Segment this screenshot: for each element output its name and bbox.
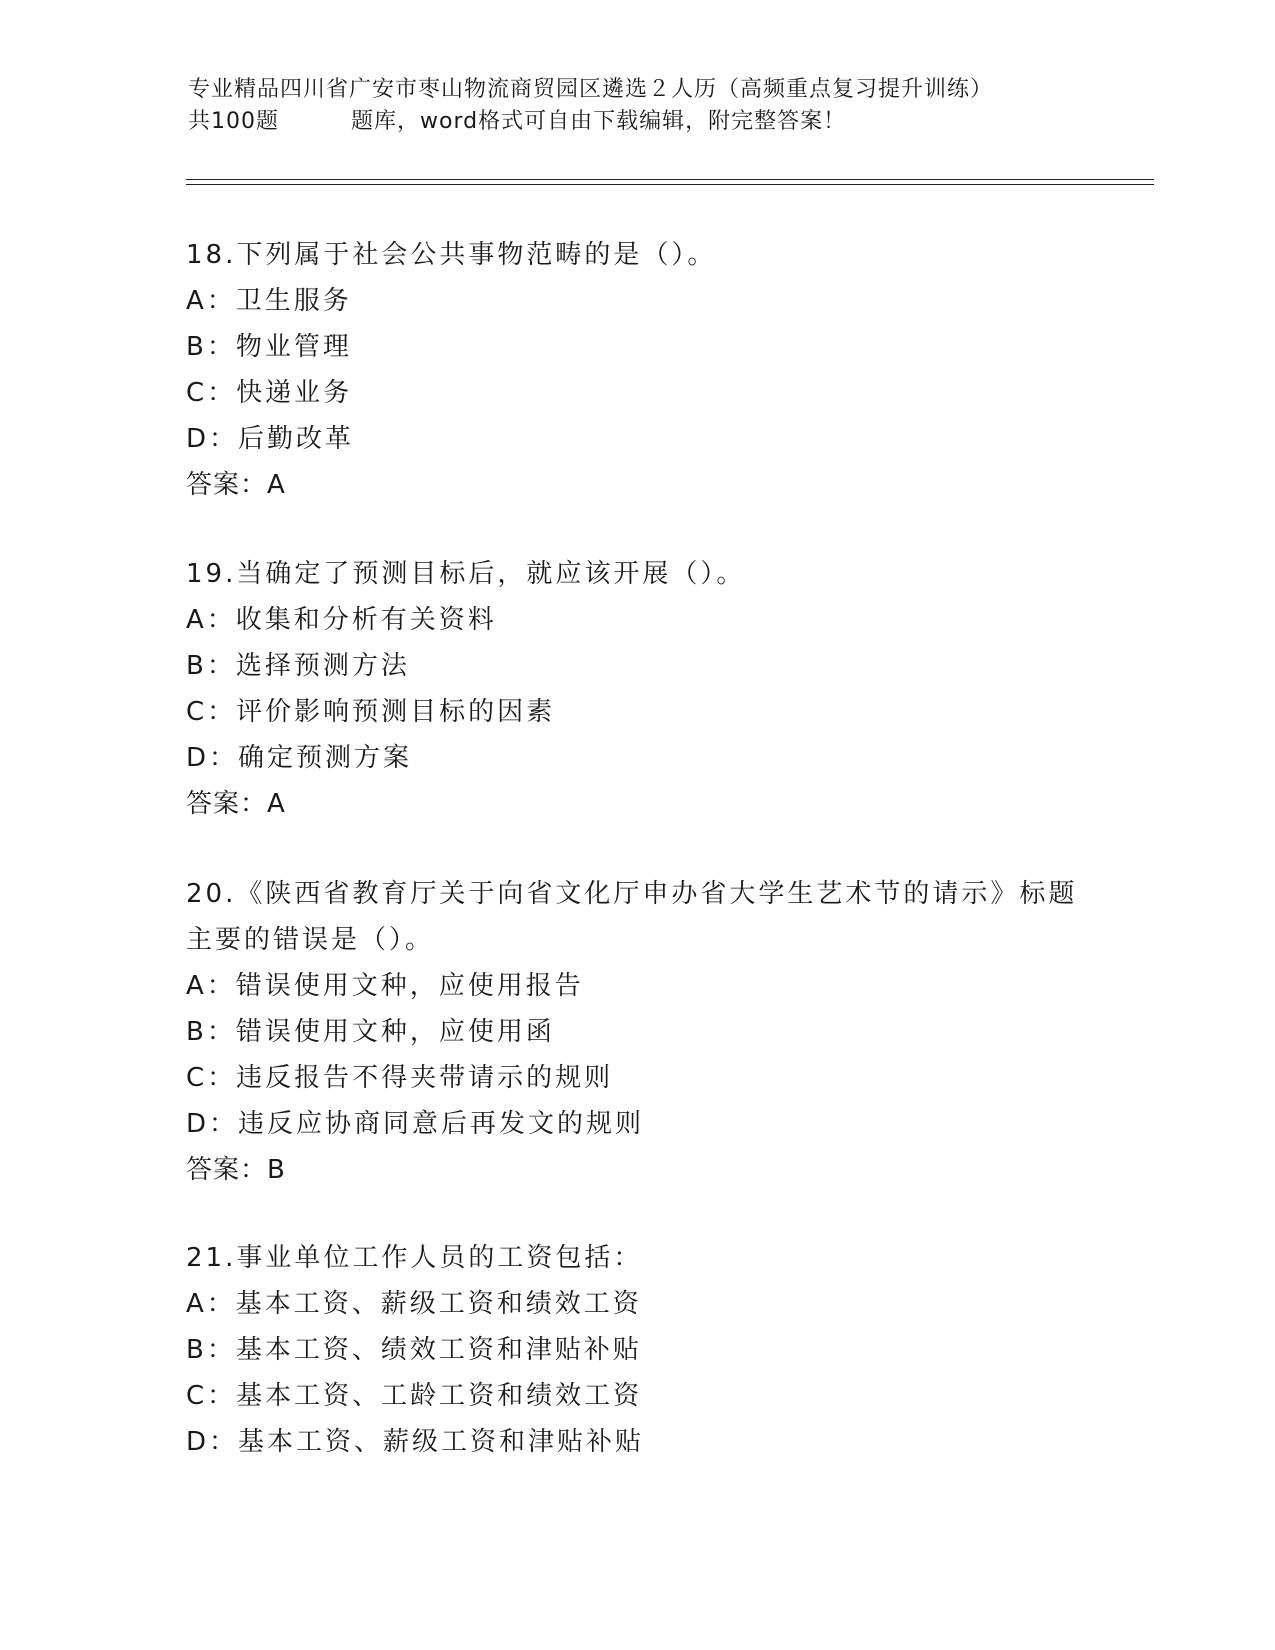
option-c: C：基本工资、工龄工资和绩效工资	[186, 1381, 643, 1411]
header-description: 题库，word格式可自由下载编辑，附完整答案！	[351, 109, 847, 134]
question-stem: 19.当确定了预测目标后，就应该开展（）。	[186, 559, 746, 589]
question-stem-line-1: 20.《陕西省教育厅关于向省文化厅申办省大学生艺术节的请示》标题	[186, 879, 1078, 909]
question-stem: 21.事业单位工作人员的工资包括：	[186, 1243, 643, 1273]
option-a: A：基本工资、薪级工资和绩效工资	[186, 1289, 642, 1319]
answer-line: 答案：A	[186, 789, 286, 819]
option-b: B：选择预测方法	[186, 651, 410, 681]
question-19	[186, 551, 1146, 827]
header-question-count: 共100题	[188, 109, 279, 134]
option-a: A：错误使用文种，应使用报告	[186, 971, 584, 1001]
answer-line: 答案：B	[186, 1155, 286, 1185]
document-header	[188, 74, 1088, 138]
header-subtitle-line	[188, 106, 1088, 138]
option-b: B：物业管理	[186, 332, 352, 362]
option-c: C：违反报告不得夹带请示的规则	[186, 1063, 614, 1093]
option-b: B：错误使用文种，应使用函	[186, 1017, 555, 1047]
option-d: D：违反应协商同意后再发文的规则	[186, 1109, 645, 1139]
option-d: D：后勤改革	[186, 424, 355, 454]
question-stem-line-2: 主要的错误是（）。	[186, 925, 435, 955]
option-b: B：基本工资、绩效工资和津贴补贴	[186, 1335, 642, 1365]
option-a: A：收集和分析有关资料	[186, 605, 497, 635]
question-stem: 18.下列属于社会公共事物范畴的是（）。	[186, 240, 717, 270]
header-divider-bottom	[186, 184, 1154, 185]
option-d: D：确定预测方案	[186, 743, 413, 773]
option-c: C：评价影响预测目标的因素	[186, 697, 556, 727]
question-18	[186, 232, 1146, 508]
header-title-line: 专业精品四川省广安市枣山物流商贸园区遴选２人历（高频重点复习提升训练）	[188, 77, 994, 102]
question-20	[186, 871, 1146, 1193]
option-a: A：卫生服务	[186, 286, 352, 316]
option-d: D：基本工资、薪级工资和津贴补贴	[186, 1427, 645, 1457]
answer-line: 答案：A	[186, 470, 286, 500]
option-c: C：快递业务	[186, 378, 353, 408]
header-divider-top	[186, 179, 1154, 180]
question-21	[186, 1235, 1146, 1465]
